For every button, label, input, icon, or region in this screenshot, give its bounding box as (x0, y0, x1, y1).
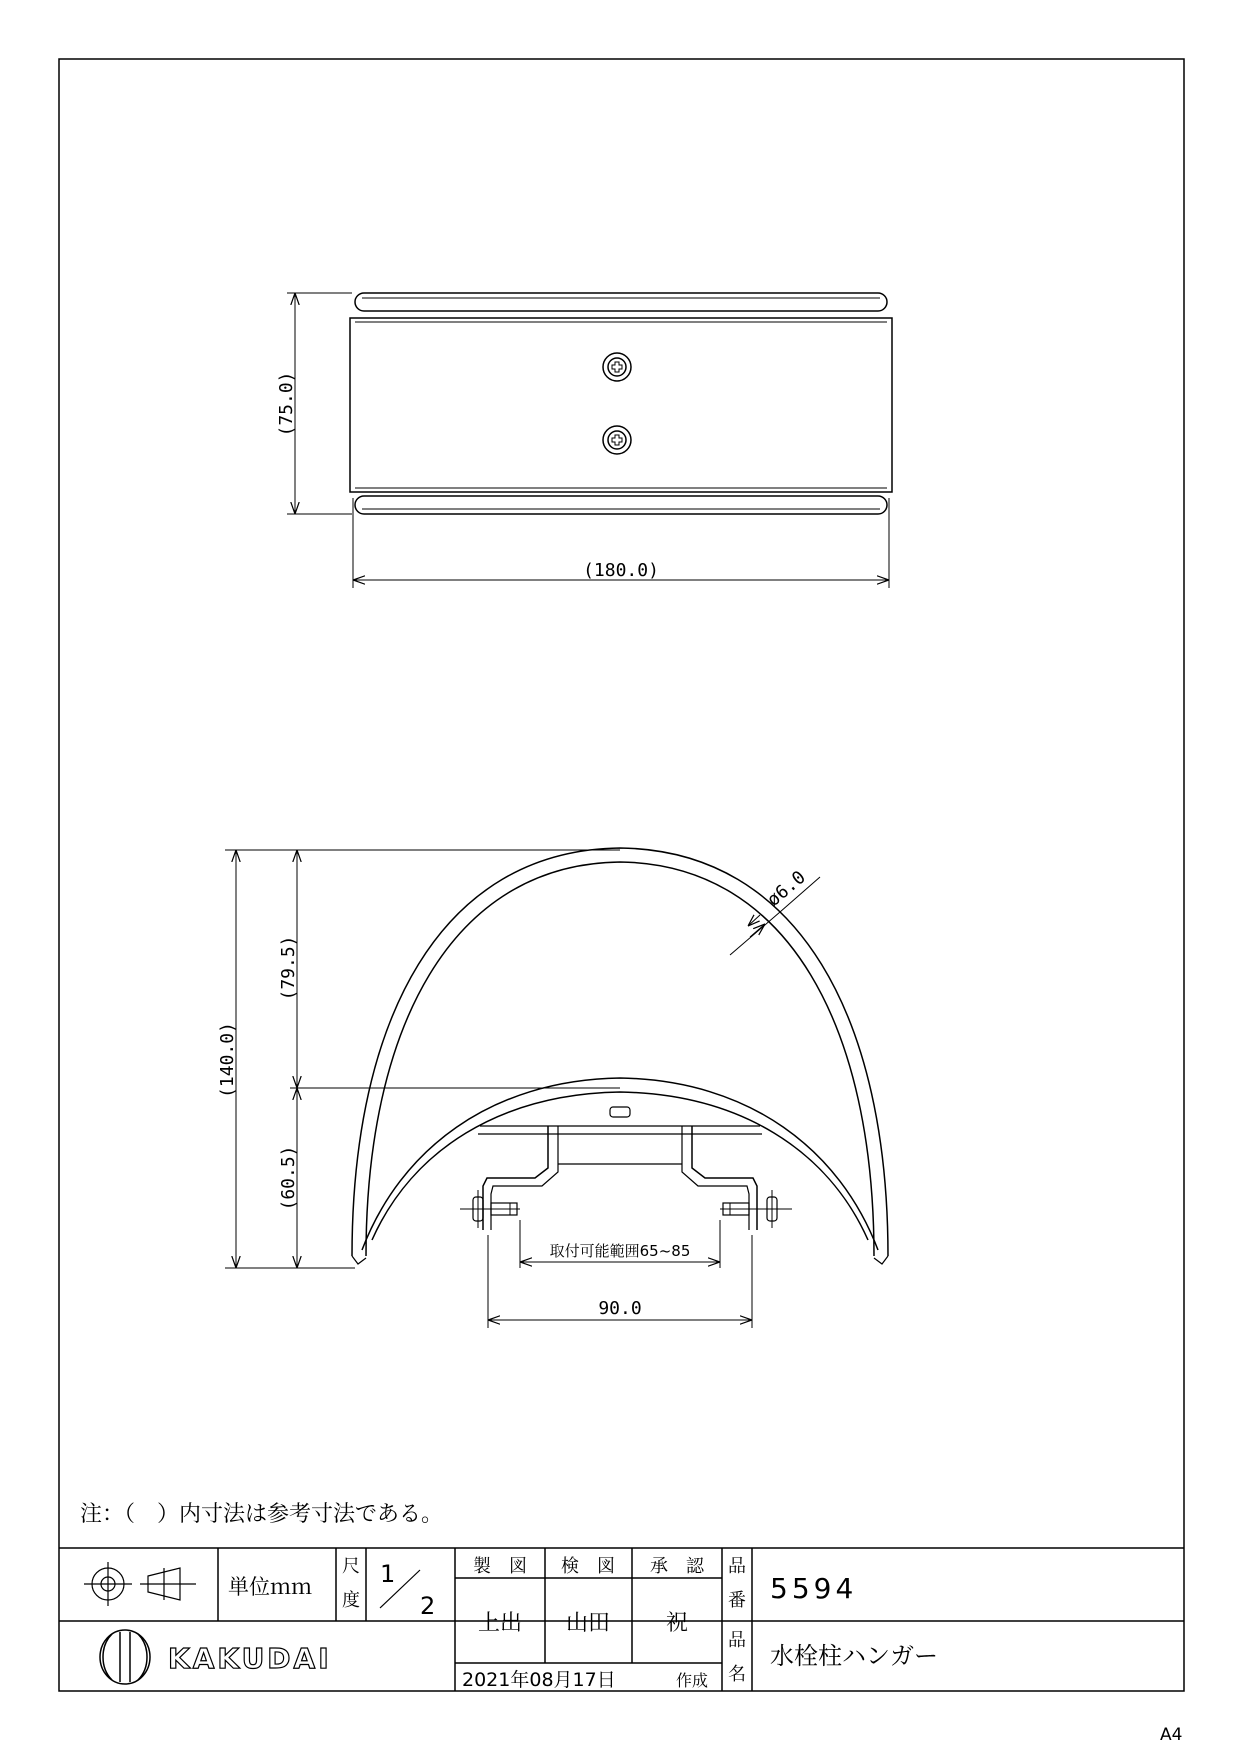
scale-label-2: 度 (342, 1590, 360, 1611)
approved-by: 祝 (665, 1611, 689, 1636)
reference-note: 注：（ ）内寸法は参考寸法である。 (80, 1502, 444, 1527)
scale-label-1: 尺 (342, 1556, 360, 1577)
right-bolt (720, 1190, 792, 1228)
scale-denominator: 2 (420, 1592, 436, 1620)
height-dimension-label: (75.0) (276, 371, 297, 437)
third-angle-projection-icon (84, 1562, 196, 1606)
brand-logo-text: KAKUDAI (168, 1642, 332, 1675)
wire-diameter-label: ø6.0 (763, 866, 810, 911)
approved-label: 承 認 (650, 1556, 704, 1577)
part-no-label-2: 番 (728, 1590, 746, 1611)
top-view-dimensions (287, 293, 889, 588)
screw-icon (603, 426, 631, 454)
scale-numerator: 1 (380, 1560, 396, 1588)
upper-height-label: (79.5) (278, 935, 299, 1001)
unit-label: 単位ｍｍ (228, 1575, 312, 1599)
checked-label: 検 図 (561, 1556, 615, 1577)
total-height-label: (140.0) (217, 1022, 238, 1098)
top-view (350, 293, 892, 514)
part-number: 5594 (770, 1572, 858, 1605)
left-bolt (460, 1190, 520, 1228)
mount-range-label: 取付可能範囲65~85 (549, 1242, 691, 1260)
arch-wire-outer (352, 848, 888, 1256)
width-dimension-label: (180.0) (583, 560, 659, 581)
mounting-plate (350, 318, 892, 492)
bottom-tube (355, 496, 887, 514)
part-name: 水栓柱ハンガー (770, 1642, 938, 1670)
part-name-label-1: 品 (728, 1630, 746, 1651)
front-view (352, 848, 888, 1264)
lower-band-inner (372, 1092, 868, 1240)
part-no-label-1: 品 (728, 1556, 746, 1577)
bracket-width-label: 90.0 (598, 1298, 642, 1319)
lower-height-label: (60.5) (278, 1145, 299, 1211)
drawn-by: 上出 (477, 1611, 523, 1636)
top-tube (355, 293, 887, 311)
part-name-label-2: 名 (728, 1664, 746, 1685)
drawn-label: 製 図 (473, 1556, 527, 1577)
kakudai-logo-icon (100, 1630, 150, 1684)
front-view-dimensions (225, 850, 820, 1328)
paper-size: A4 (1160, 1725, 1183, 1745)
date: 2021年08月17日 (462, 1669, 616, 1691)
created-label: 作成 (676, 1671, 709, 1690)
sheet-border (59, 59, 1184, 1691)
checked-by: 山田 (565, 1611, 611, 1636)
screw-icon (603, 353, 631, 381)
arch-wire-inner (366, 862, 874, 1256)
